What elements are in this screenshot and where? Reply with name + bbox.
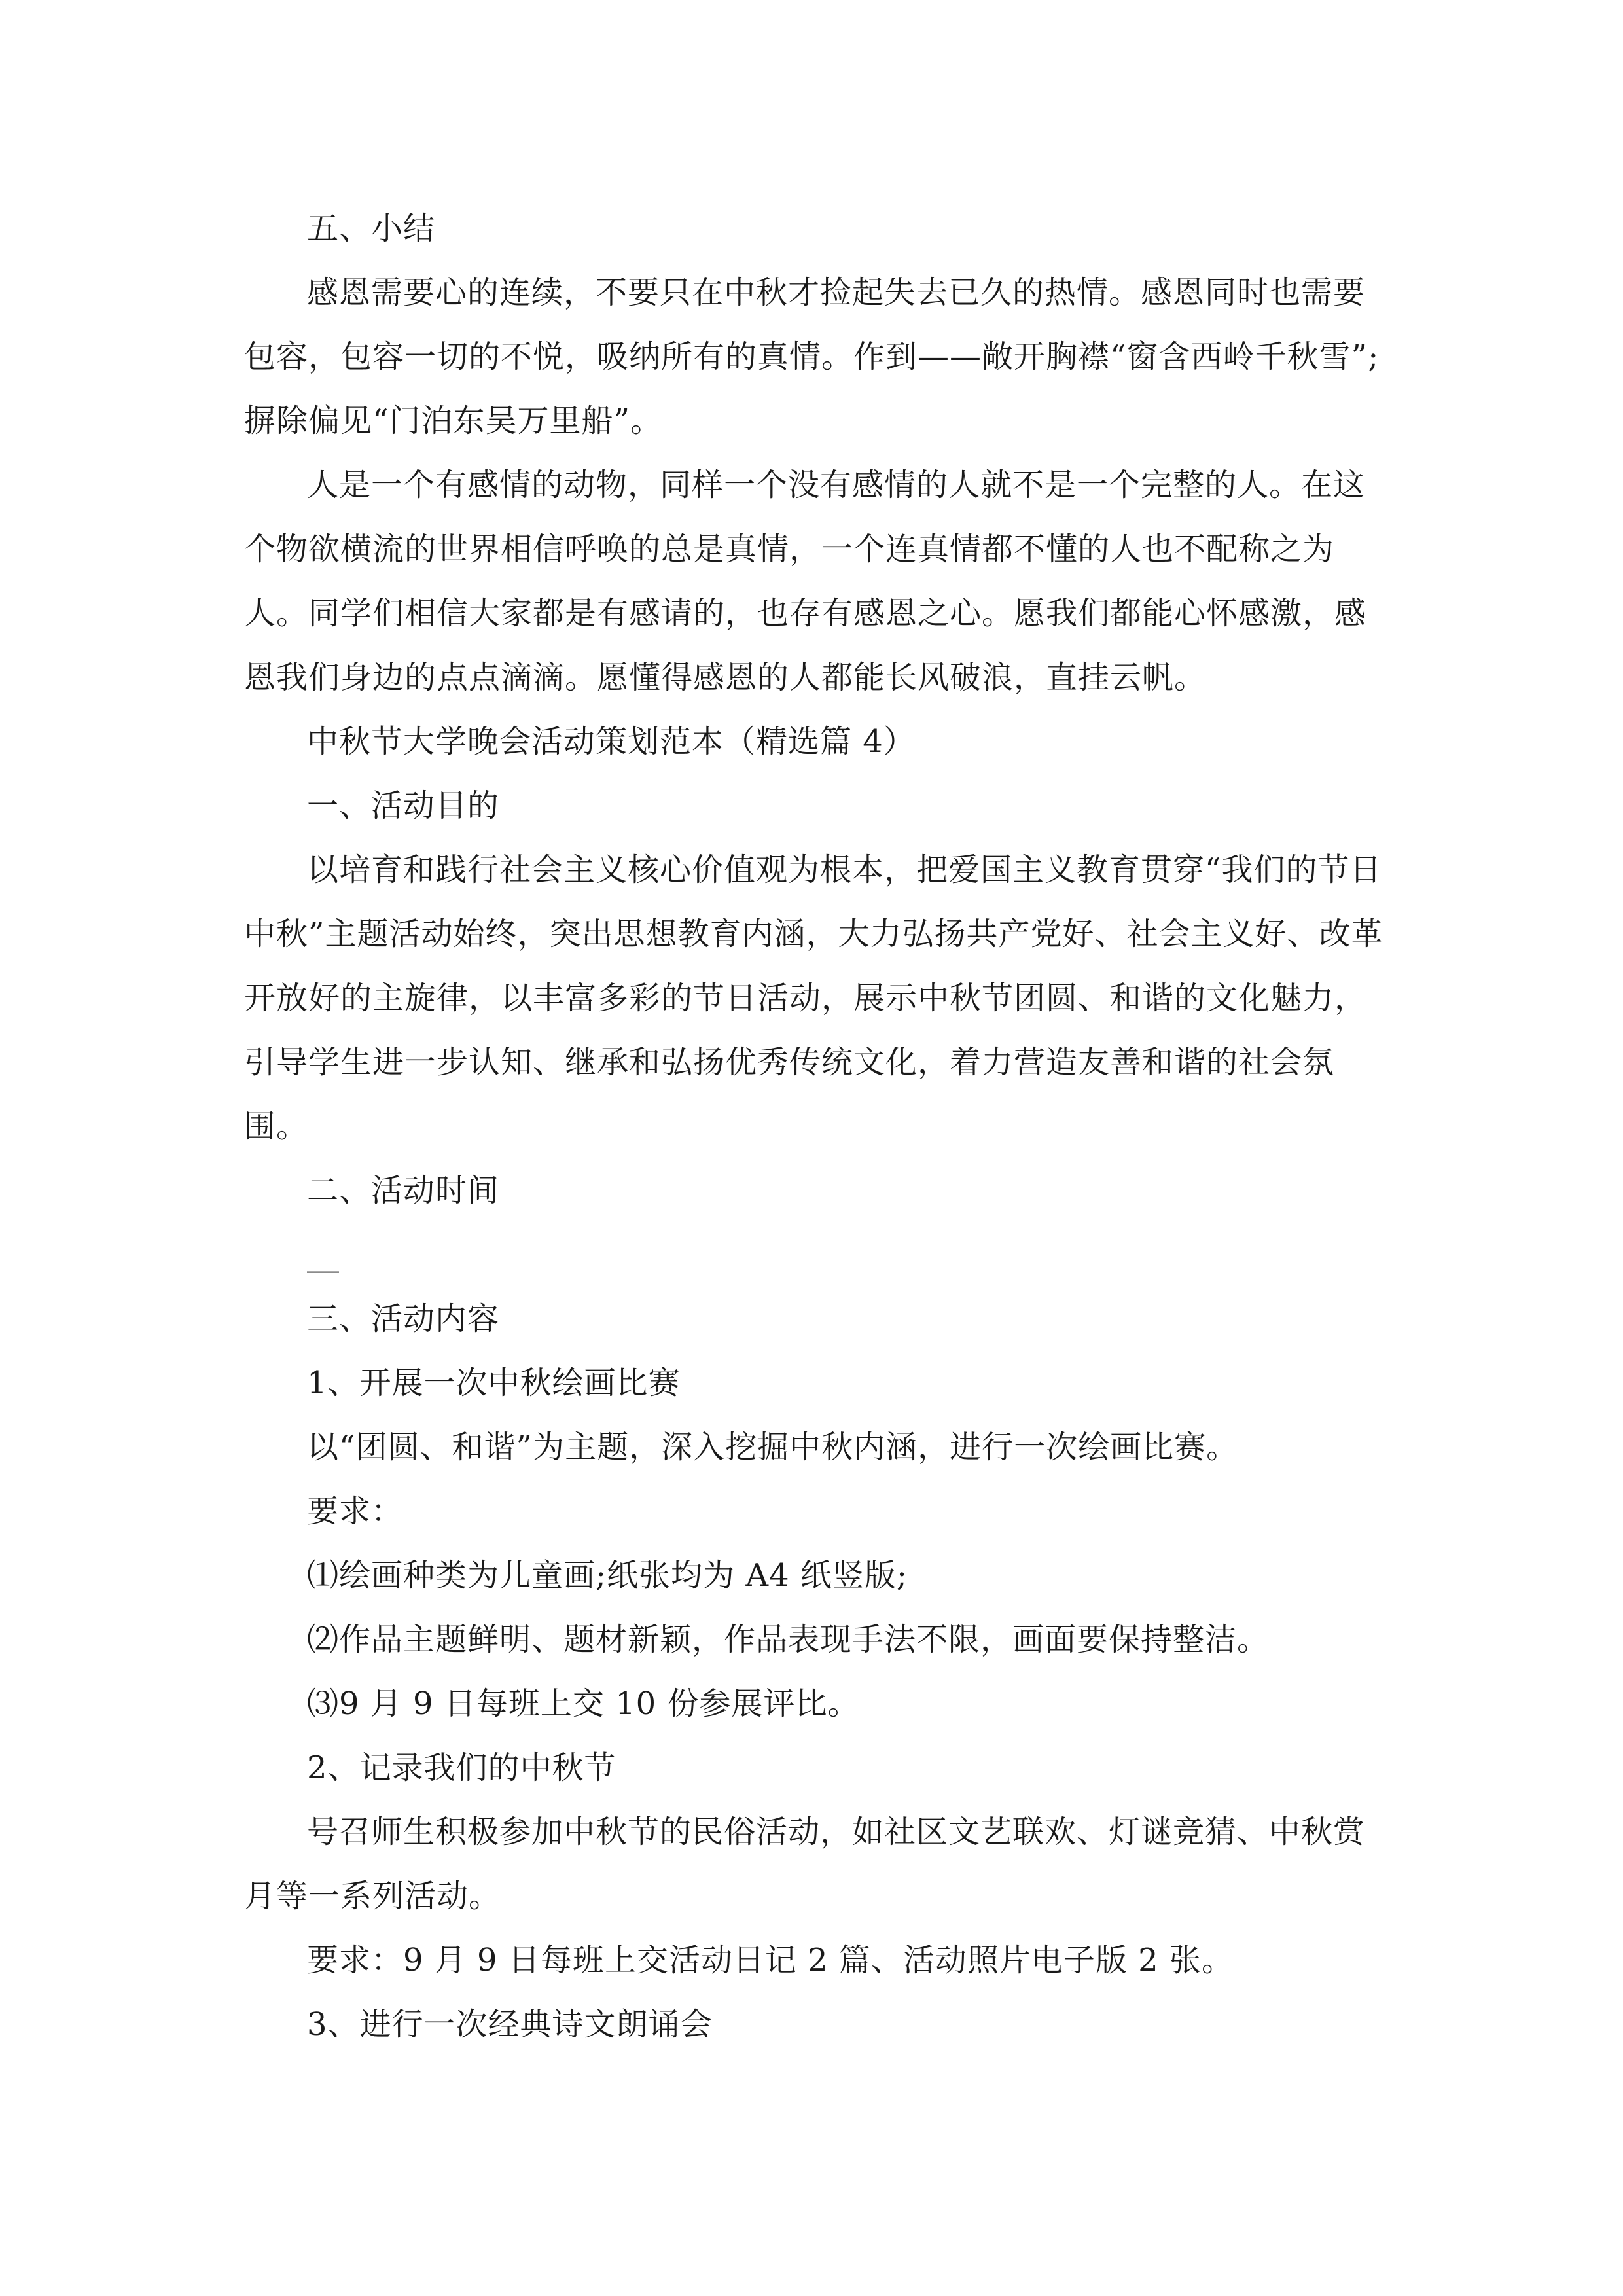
paragraph-emotion: 人是一个有感情的动物，同样一个没有感情的人就不是一个完整的人。在这个物欲横流的世界相信呼唤的总是真情，一个连真情都不懂的人也不配称之为人。同学们相信大家都是有感请的，也存有感恩之心。愿我们都能心怀感激，感恩我们身边的点点滴滴。愿懂得感恩的人都能长风破浪，直挂云帆。 (244, 467, 1367, 696)
requirement-record: 要求：9 月 9 日每班上交活动日记 2 篇、活动照片电子版 2 张。 (307, 1942, 1234, 1979)
requirement-2: ⑵作品主题鲜明、题材新颖，作品表现手法不限，画面要保持整洁。 (307, 1621, 1270, 1658)
time-placeholder: __ (307, 1236, 340, 1273)
section-heading-summary: 五、小结 (307, 210, 436, 247)
item-heading-painting: 1、开展一次中秋绘画比赛 (307, 1365, 681, 1401)
requirement-1: ⑴绘画种类为儿童画;纸张均为 A4 纸竖版; (307, 1557, 908, 1594)
document-body (244, 196, 1386, 2056)
item-heading-recitation: 3、进行一次经典诗文朗诵会 (307, 2006, 713, 2043)
item-heading-record: 2、记录我们的中秋节 (307, 1749, 616, 1786)
requirements-label: 要求： (307, 1493, 404, 1530)
document-title: 中秋节大学晚会活动策划范本（精选篇 4） (307, 723, 916, 760)
requirement-3: ⑶9 月 9 日每班上交 10 份参展评比。 (307, 1685, 860, 1722)
paragraph-gratitude: 感恩需要心的连续，不要只在中秋才捡起失去已久的热情。感恩同时也需要包容，包容一切的不悦，吸纳所有的真情。作到——敞开胸襟“窗含西岭千秋雪”;摒除偏见“门泊东吴万里船”。 (244, 274, 1380, 439)
paragraph-purpose: 以培育和践行社会主义核心价值观为根本，把爱国主义教育贯穿“我们的节日中秋”主题活动始终，突出思想教育内涵，大力弘扬共产党好、社会主义好、改革开放好的主旋律，以丰富多彩的节日活动，展示中秋节团圆、和谐的文化魅力，引导学生进一步认知、继承和弘扬优秀传统文化，着力营造友善和谐的社会氛围。 (244, 852, 1383, 1145)
section-heading-time: 二、活动时间 (307, 1172, 500, 1209)
paragraph-record: 号召师生积极参加中秋节的民俗活动，如社区文艺联欢、灯谜竞猜、中秋赏月等一系列活动。 (244, 1814, 1366, 1914)
section-heading-content: 三、活动内容 (307, 1300, 500, 1337)
section-heading-purpose: 一、活动目的 (307, 787, 500, 824)
paragraph-painting: 以“团圆、和谐”为主题，深入挖掘中秋内涵，进行一次绘画比赛。 (307, 1429, 1239, 1465)
